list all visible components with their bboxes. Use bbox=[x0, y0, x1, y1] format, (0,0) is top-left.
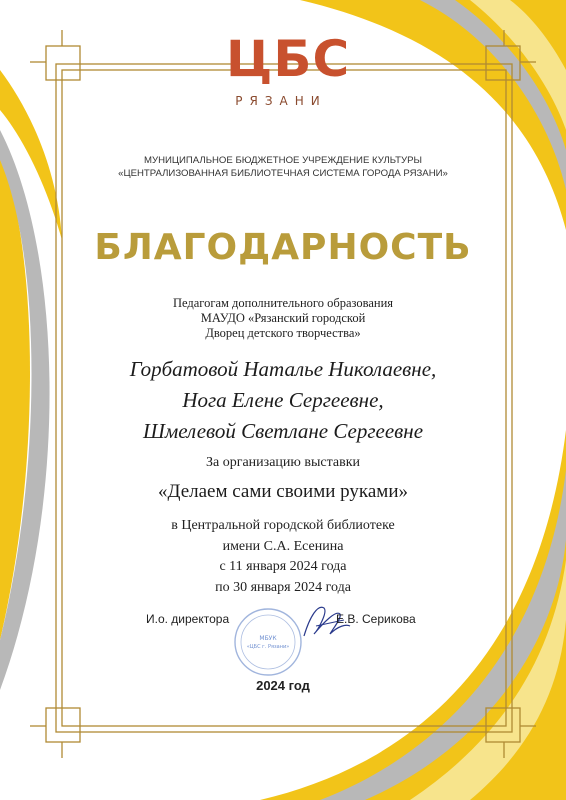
logo bbox=[226, 28, 351, 112]
recipient-group-line-2: МАУДО «Рязанский городской bbox=[200, 311, 366, 325]
reason-text: За организацию выставки bbox=[206, 455, 360, 470]
event-detail-line-3: с 11 января 2024 года bbox=[219, 559, 347, 574]
recipient-group bbox=[0, 296, 566, 341]
logo-word: ЦБС bbox=[226, 30, 351, 88]
signatory-name: Е.В. Серикова bbox=[336, 612, 416, 626]
signatory-role: И.о. директора bbox=[146, 612, 230, 626]
logo-city: РЯЗАНИ bbox=[235, 94, 327, 108]
organization-line-1: МУНИЦИПАЛЬНОЕ БЮДЖЕТНОЕ УЧРЕЖДЕНИЕ КУЛЬТУРЫ bbox=[144, 155, 422, 166]
organization-line-2: «ЦЕНТРАЛИЗОВАННАЯ БИБЛИОТЕЧНАЯ СИСТЕМА ГОРОДА РЯЗАНИ» bbox=[118, 168, 448, 179]
document-year: 2024 год bbox=[256, 678, 310, 693]
recipient-group-line-3: Дворец детского творчества» bbox=[205, 326, 361, 340]
recipient-name-3: Шмелевой Светлане Сергеевне bbox=[142, 419, 424, 443]
event-detail-line-4: по 30 января 2024 года bbox=[215, 579, 351, 595]
event-name: «Делаем сами своими руками» bbox=[158, 481, 408, 502]
recipient-name-1: Горбатовой Наталье Николаевне, bbox=[129, 357, 437, 381]
page-title: БЛАГОДАРНОСТЬ bbox=[94, 227, 472, 268]
event-details bbox=[0, 516, 566, 598]
svg-text:МБУК: МБУК bbox=[259, 635, 277, 642]
event-detail-line-2: имени С.А. Есенина bbox=[222, 538, 344, 554]
recipient-name-2: Нога Елене Сергеевне, bbox=[182, 388, 384, 412]
svg-text:«ЦБС г. Рязани»: «ЦБС г. Рязани» bbox=[246, 644, 290, 650]
recipient-names bbox=[0, 354, 566, 447]
stamp-seal bbox=[232, 606, 304, 678]
organization-header bbox=[0, 154, 566, 180]
event-detail-line-1: в Центральной городской библиотеке bbox=[171, 518, 395, 533]
recipient-group-line-1: Педагогам дополнительного образования bbox=[172, 296, 394, 310]
